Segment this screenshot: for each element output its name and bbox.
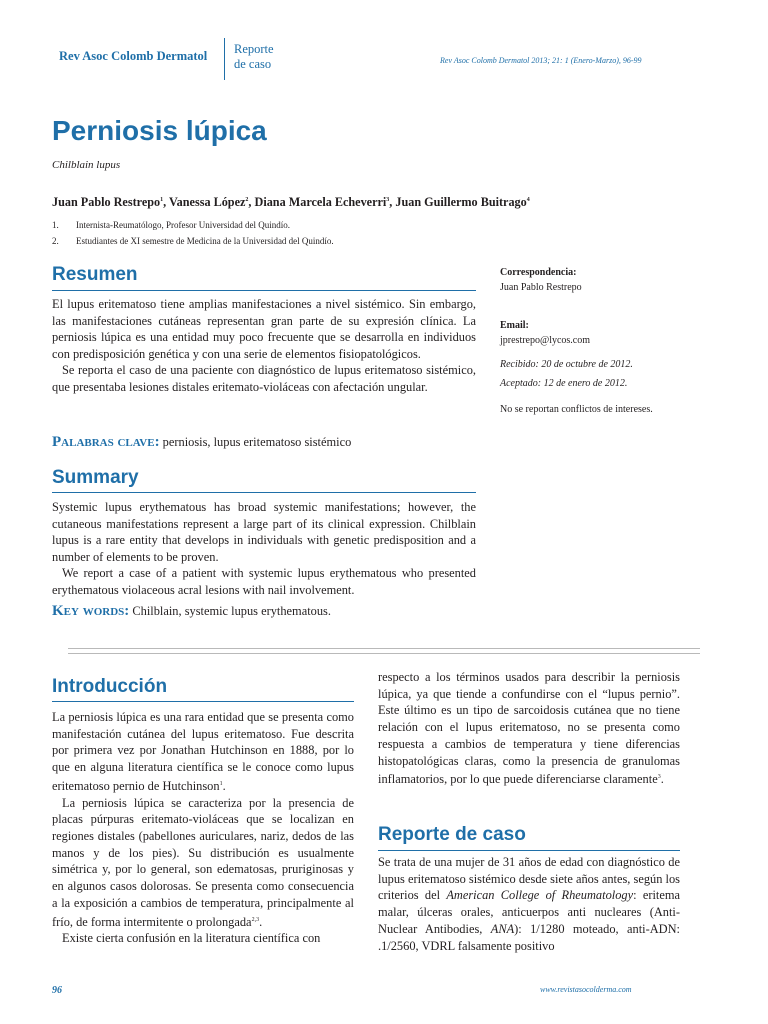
introduccion-text: La perniosis lúpica se caracteriza por la presencia de placas púrpuras eritemato-violáceas que se localizan en regiones distales (pabellones auriculares, nariz, dedos de las manos y de los pies). Su distribución es usualmente simétrica y, por lo general, son edematosas, pruriginosas y en algunos casos dolorosas. Se presenta como consecuencia a la exposición a cambios de temperatura, principalmente al frío, de forma intermitente o prolongada <box>52 795 354 929</box>
journal-abbreviation: Rev Asoc Colomb Dermatol <box>59 49 208 63</box>
author-name: Vanessa López <box>169 195 246 209</box>
introduccion-text: La perniosis lúpica es una rara entidad que se presenta como manifestación cutánea del lupus eritematoso. Fue descrita por primera vez por Jonathan Hutchinson en 1888, por lo que en alguna literatura científica se le conoce como lupus eritematoso pernio de Hutchinson <box>52 710 354 793</box>
introduccion-paragraph: La perniosis lúpica se caracteriza por la presencia de placas púrpuras eritemato-violáceas que se localizan en regiones distales (pabellones auriculares, nariz, dedos de las manos y de los pies). Su distribución es usualmente simétrica y, por lo general, son edematosas, pruriginosas y en algunos casos dolorosas. Se presenta como consecuencia a la exposición a cambios de temperatura, principalmente al frío, de forma intermitente o prolongada$^{2,3}$. <box>52 795 354 929</box>
introduccion-rule <box>52 701 354 702</box>
resumen-heading: Resumen <box>52 264 138 285</box>
introduccion-paragraph: La perniosis lúpica es una rara entidad que se presenta como manifestación cutánea del lupus eritematoso. Fue descrita por primera vez por Jonathan Hutchinson en 1888, por lo que en alguna literatura científica se le conoce como lupus eritematoso pernio de Hutchinson$^1$. <box>52 710 354 793</box>
conflicts-statement: No se reportan conflictos de intereses. <box>500 404 653 415</box>
resumen-rule <box>52 290 476 291</box>
affiliations <box>52 217 334 249</box>
page-number: 96 <box>52 985 62 996</box>
summary-heading: Summary <box>52 467 139 488</box>
author-name: Juan Pablo Restrepo <box>52 195 161 209</box>
summary-paragraph: Systemic lupus erythematous has broad systemic manifestations; however, the cutaneous manifestations represent a large part of its clinical expression. Chilblain lupus is a rare entity that develops in individuals with genetic predisposition and a number of elements to be proven. <box>52 500 476 564</box>
resumen-paragraph: Se reporta el caso de una paciente con diagnóstico de lupus eritematoso sistémico, que presentaba lesiones distales eritemato-violáceas con afectación ungular. <box>52 363 476 394</box>
accepted-date: Aceptado: 12 de enero de 2012. <box>500 378 628 389</box>
journal-citation: Rev Asoc Colomb Dermatol 2013; 21: 1 (Enero-Marzo), 96-99 <box>440 56 642 65</box>
section-divider <box>68 648 700 649</box>
resumen-paragraph: El lupus eritematoso tiene amplias manifestaciones a nivel sistémico. Sin embargo, las manifestaciones cutáneas representan gran parte de su expresión clínica. La perniosis lúpica es una entidad muy poco frecuente que se desarrolla en individuos con predisposición genética y con una serie de elementos fisiopatológicos. <box>52 297 476 361</box>
reporte-rule <box>378 850 680 851</box>
palabras-clave <box>52 434 351 451</box>
section-label-line1: Reporte <box>234 42 274 56</box>
affiliation-item <box>52 233 334 249</box>
section-label <box>234 42 274 72</box>
author-separator: , <box>389 195 396 209</box>
introduccion-body <box>52 709 354 947</box>
author-list <box>52 195 530 210</box>
key-words-text: Chilblain, systemic lupus erythematous. <box>132 604 331 618</box>
author-affiliation-mark: 4 <box>526 196 530 203</box>
correspondence-label: Correspondencia: <box>500 267 577 278</box>
reporte-italic: American College of Rheumatology <box>446 888 634 903</box>
affiliation-item <box>52 217 334 233</box>
affiliation-number: 2. <box>52 236 59 246</box>
email-label: Email: <box>500 320 529 331</box>
affiliation-text: Internista-Reumatólogo, Profesor Universidad del Quindío. <box>76 220 290 230</box>
reporte-body <box>378 854 680 954</box>
citation-ref: 3 <box>657 774 661 781</box>
citation-ref: 1 <box>219 780 223 787</box>
author-affiliation-mark: 2 <box>245 196 249 203</box>
author-name: Diana Marcela Echeverri <box>254 195 387 209</box>
reporte-text: : eritema malar, úlceras orales, anticuerpos anti nucleares (Anti-Nuclear Antibodies, <box>378 888 680 936</box>
email-address[interactable]: jprestrepo@lycos.com <box>500 335 591 346</box>
introduccion-heading: Introducción <box>52 676 168 697</box>
reporte-text: Se trata de una mujer de 31 años de edad con diagnóstico de lupus eritematoso sistémico desde siete años antes, según los criterios del <box>378 855 680 903</box>
key-words <box>52 603 331 620</box>
section-divider <box>68 653 700 654</box>
affiliation-number: 1. <box>52 220 59 230</box>
correspondence-sidebar <box>500 265 700 417</box>
author-affiliation-mark: 1 <box>160 196 164 203</box>
article-subtitle: Chilblain lupus <box>52 159 121 171</box>
correspondence-name: Juan Pablo Restrepo <box>500 282 582 293</box>
summary-rule <box>52 492 476 493</box>
citation-ref: 2,3 <box>251 916 260 923</box>
section-label-line2: de caso <box>234 57 272 71</box>
continuation-text: respecto a los términos usados para describir la perniosis lúpica, ya que tiende a confundirse con el “lupus pernio”. Este último es un tipo de sarcoidosis cutánea que no tiene relación con el lupus eritematoso, no se presenta como respuesta a cambios de temperatura y tiene diferencias histopatológicas claras, como la presencia de granulomas inflamatorios, por lo que puede diferenciarse claramente <box>378 670 680 787</box>
palabras-clave-label: Palabras clave: <box>52 434 160 450</box>
article-title: Perniosis lúpica <box>52 115 267 146</box>
affiliation-text: Estudiantes de XI semestre de Medicina de la Universidad del Quindío. <box>76 236 334 246</box>
author-separator: , <box>248 195 255 209</box>
header-divider <box>224 38 225 80</box>
introduccion-paragraph: Existe cierta confusión en la literatura científica con <box>62 931 321 946</box>
footer-url[interactable]: www.revistasocolderma.com <box>540 985 632 994</box>
author-separator: , <box>163 195 169 209</box>
key-words-label: Key words: <box>52 603 130 619</box>
palabras-clave-text: perniosis, lupus eritematoso sistémico <box>162 435 352 449</box>
reporte-italic: ANA <box>490 921 515 936</box>
author-name: Juan Guillermo Buitrago <box>395 195 527 209</box>
author-affiliation-mark: 3 <box>386 196 390 203</box>
reporte-paragraph <box>378 854 680 954</box>
reporte-text: ): 1/1280 moteado, anti-ADN: .1/2560, VDRL falsamente positivo <box>378 921 680 953</box>
continuation-paragraph: respecto a los términos usados para describir la perniosis lúpica, ya que tiende a confundirse con el “lupus pernio”. Este último es un tipo de sarcoidosis cutánea que no tiene relación con el lupus eritematoso, no se presenta como respuesta a cambios de temperatura y tiene diferencias histopatológicas claras, como la presencia de granulomas inflamatorios, por lo que puede diferenciarse claramente$^3$. <box>378 670 680 787</box>
resumen-body <box>52 296 476 395</box>
received-date: Recibido: 20 de octubre de 2012. <box>500 359 633 370</box>
right-column-continuation <box>378 669 680 788</box>
summary-paragraph: We report a case of a patient with systemic lupus erythematous who presented erythematous violaceous acral lesions with nail involvement. <box>52 566 476 597</box>
reporte-heading: Reporte de caso <box>378 824 526 845</box>
summary-body <box>52 499 476 598</box>
